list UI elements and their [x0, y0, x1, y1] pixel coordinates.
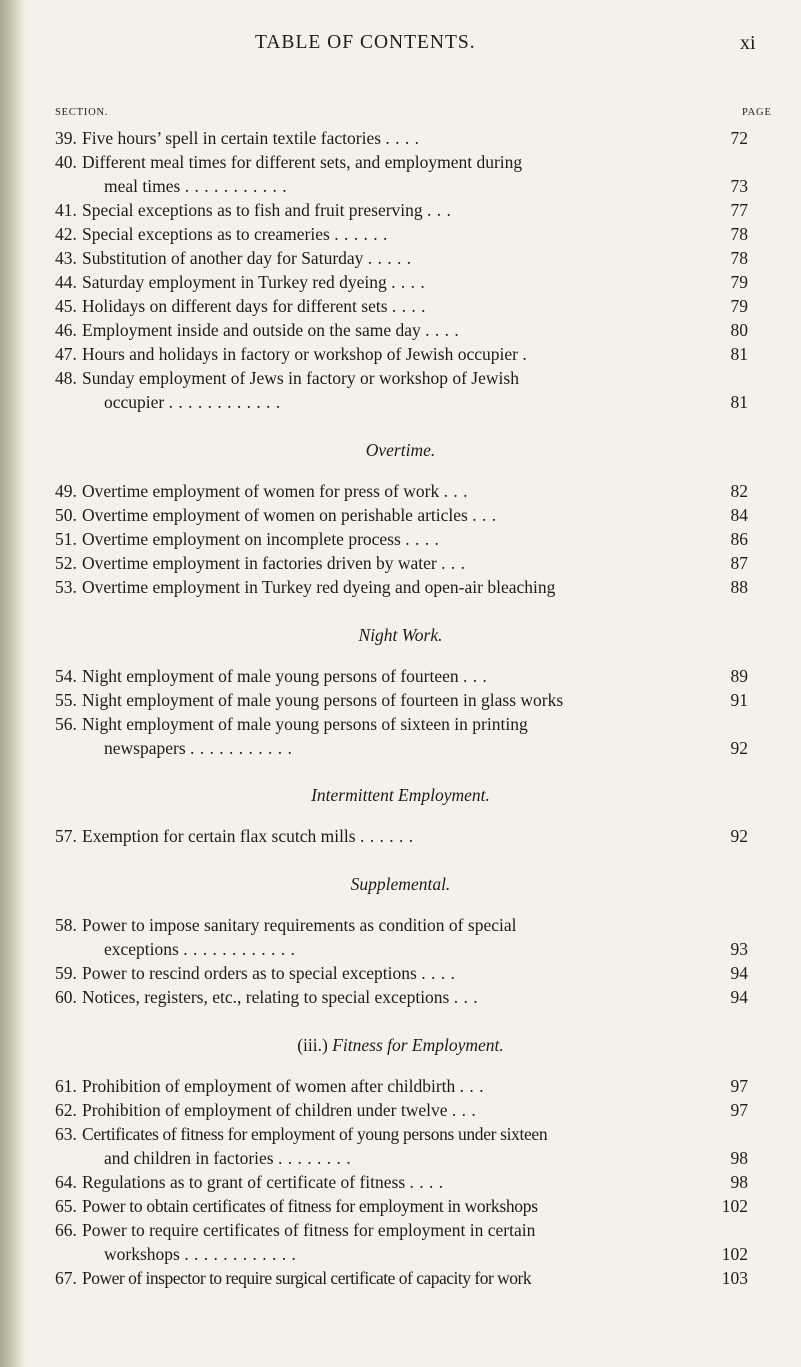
entry-title: Night employment of male young persons of fourteen in glass works	[82, 690, 564, 710]
entry-page: 102	[721, 1196, 748, 1216]
entry-title-continued: workshops . . . . . . . . . . . .	[104, 1244, 297, 1264]
entry-number: 46.	[55, 320, 77, 340]
entry-page: 97	[730, 1100, 748, 1120]
entry-page: 81	[730, 344, 748, 364]
entry-number: 56.	[55, 714, 77, 734]
leader-dots: . . .	[472, 505, 497, 525]
entry-title: Night employment of male young persons of sixteen in printing	[82, 714, 528, 734]
entry-title: Power to impose sanitary requirements as condition of special	[82, 915, 517, 935]
entry-page: 102	[721, 1244, 748, 1264]
entry-number: 49.	[55, 481, 77, 501]
entry-page: 84	[730, 505, 748, 525]
entry-number: 58.	[55, 915, 77, 935]
leader-dots: . . . . .	[367, 248, 412, 268]
entry-page: 94	[730, 987, 748, 1007]
leader-dots: . . . . . .	[359, 826, 414, 846]
leader-dots: . . .	[451, 1100, 477, 1120]
entry-number: 41.	[55, 200, 77, 220]
entry-page: 98	[730, 1148, 748, 1168]
entry-number: 65.	[55, 1196, 77, 1216]
entry-page: 78	[730, 224, 748, 244]
entry-title: Notices, registers, etc., relating to special exceptions . . .	[82, 987, 479, 1007]
leader-dots: . . . . . . . . . . .	[184, 176, 288, 196]
section-heading-title: Fitness for Employment.	[332, 1035, 504, 1055]
entry-number: 50.	[55, 505, 77, 525]
leader-dots: . . . . . . . .	[277, 1148, 352, 1168]
entry-title-continued: occupier . . . . . . . . . . . .	[104, 392, 281, 412]
entry-page: 73	[730, 176, 748, 196]
entry-number: 63.	[55, 1124, 77, 1144]
section-heading-fitness	[0, 1035, 801, 1056]
entry-title: Saturday employment in Turkey red dyeing . . . .	[82, 272, 426, 292]
leader-dots: . . . . . . . . . . .	[190, 738, 293, 758]
entry-title: Night employment of male young persons of fourteen . . .	[82, 666, 488, 686]
entry-number: 59.	[55, 963, 77, 983]
entry-page: 72	[730, 128, 748, 148]
leader-dots: . . .	[453, 987, 479, 1007]
leader-dots: . . .	[441, 553, 466, 573]
leader-dots: . . . .	[405, 529, 440, 549]
entry-page: 79	[730, 272, 748, 292]
page-column-header: PAGE	[742, 107, 772, 118]
entry-page: 80	[730, 320, 748, 340]
leader-dots: . . .	[427, 200, 452, 220]
entry-page: 94	[730, 963, 748, 983]
entry-title: Hours and holidays in factory or workshop of Jewish occupier .	[82, 344, 528, 364]
entry-title: Substitution of another day for Saturday . . . . .	[82, 248, 412, 268]
entry-title: Overtime employment in factories driven by water . . .	[82, 553, 466, 573]
leader-dots: . . . .	[391, 296, 427, 316]
entry-title: Special exceptions as to fish and fruit preserving . . .	[82, 200, 452, 220]
entry-number: 66.	[55, 1220, 77, 1240]
entry-page: 93	[730, 939, 748, 959]
entry-page: 82	[730, 481, 748, 501]
section-heading-supplemental: Supplemental.	[350, 874, 451, 894]
entry-page: 79	[730, 296, 748, 316]
entry-title: Overtime employment of women on perishable articles . . .	[82, 505, 497, 525]
entry-title: Five hours’ spell in certain textile factories . . . .	[82, 128, 420, 148]
entry-title: Sunday employment of Jews in factory or workshop of Jewish	[82, 368, 519, 388]
leader-dots: . . . .	[409, 1172, 444, 1192]
leader-dots: . . . .	[391, 272, 426, 292]
leader-dots: .	[522, 344, 528, 364]
section-heading-overtime: Overtime.	[365, 440, 436, 460]
entry-title: Power to obtain certificates of fitness for employment in workshops	[82, 1196, 538, 1216]
section-column-header: SECTION.	[55, 107, 109, 118]
entry-title: Certificates of fitness for employment of young persons under sixteen	[82, 1124, 548, 1144]
entry-title-continued: exceptions . . . . . . . . . . . .	[104, 939, 296, 959]
entry-number: 54.	[55, 666, 77, 686]
leader-dots: . . . .	[425, 320, 460, 340]
leader-dots: . . . .	[421, 963, 456, 983]
entry-number: 62.	[55, 1100, 77, 1120]
entry-title: Holidays on different days for different sets . . . .	[82, 296, 427, 316]
entry-title-continued: meal times . . . . . . . . . . .	[104, 176, 288, 196]
entry-title: Power of inspector to require surgical certificate of capacity for work	[82, 1268, 532, 1288]
entry-title: Regulations as to grant of certificate of fitness . . . .	[82, 1172, 444, 1192]
entry-number: 39.	[55, 128, 77, 148]
entry-number: 61.	[55, 1076, 77, 1096]
entry-number: 67.	[55, 1268, 77, 1288]
entry-number: 48.	[55, 368, 77, 388]
leader-dots: . . .	[463, 666, 488, 686]
section-heading-night-work: Night Work.	[358, 625, 443, 645]
section-heading-prefix: (iii.)	[297, 1035, 328, 1055]
entry-number: 43.	[55, 248, 77, 268]
entry-title: Employment inside and outside on the same day . . . .	[82, 320, 460, 340]
entry-page: 92	[730, 826, 748, 846]
entry-number: 55.	[55, 690, 77, 710]
entry-number: 53.	[55, 577, 77, 597]
leader-dots: . . . . . .	[334, 224, 388, 244]
section-heading-intermittent: Intermittent Employment.	[311, 785, 490, 805]
running-head: TABLE OF CONTENTS.	[255, 32, 476, 53]
entry-number: 44.	[55, 272, 77, 292]
entry-page: 91	[730, 690, 748, 710]
entry-number: 60.	[55, 987, 77, 1007]
entry-number: 52.	[55, 553, 77, 573]
entry-number: 40.	[55, 152, 77, 172]
entry-page: 103	[721, 1268, 748, 1288]
entry-number: 42.	[55, 224, 77, 244]
entry-number: 47.	[55, 344, 77, 364]
entry-page: 81	[730, 392, 748, 412]
entry-title: Overtime employment on incomplete process . . . .	[82, 529, 440, 549]
entry-page: 86	[730, 529, 748, 549]
leader-dots: . . . .	[385, 128, 420, 148]
entry-title-continued: and children in factories . . . . . . . .	[104, 1148, 352, 1168]
leader-dots: . . . . . . . . . . . .	[183, 939, 296, 959]
leader-dots: . . . . . . . . . . . .	[168, 392, 281, 412]
entry-page: 77	[730, 200, 748, 220]
entry-title-continued: newspapers . . . . . . . . . . .	[104, 738, 293, 758]
leader-dots: . . . . . . . . . . . .	[184, 1244, 297, 1264]
entry-page: 89	[730, 666, 748, 686]
page-folio: xi	[740, 32, 756, 54]
leader-dots: . . .	[443, 481, 468, 501]
entry-title: Power to rescind orders as to special exceptions . . . .	[82, 963, 456, 983]
entry-number: 64.	[55, 1172, 77, 1192]
entry-page: 78	[730, 248, 748, 268]
entry-number: 51.	[55, 529, 77, 549]
entry-page: 98	[730, 1172, 748, 1192]
entry-page: 97	[730, 1076, 748, 1096]
entry-number: 45.	[55, 296, 77, 316]
entry-title: Special exceptions as to creameries . . . . . .	[82, 224, 388, 244]
entry-title: Overtime employment of women for press of work . . .	[82, 481, 468, 501]
entry-page: 88	[730, 577, 748, 597]
entry-page: 87	[730, 553, 748, 573]
entry-number: 57.	[55, 826, 77, 846]
entry-title: Overtime employment in Turkey red dyeing and open-air bleaching	[82, 577, 556, 597]
entry-title: Prohibition of employment of women after childbirth . . .	[82, 1076, 485, 1096]
leader-dots: . . .	[459, 1076, 485, 1096]
entry-title: Different meal times for different sets, and employment during	[82, 152, 523, 172]
entry-title: Power to require certificates of fitness for employment in certain	[82, 1220, 536, 1240]
entry-page: 92	[730, 738, 748, 758]
entry-title: Prohibition of employment of children under twelve . . .	[82, 1100, 477, 1120]
entry-title: Exemption for certain flax scutch mills . . . . . .	[82, 826, 414, 846]
